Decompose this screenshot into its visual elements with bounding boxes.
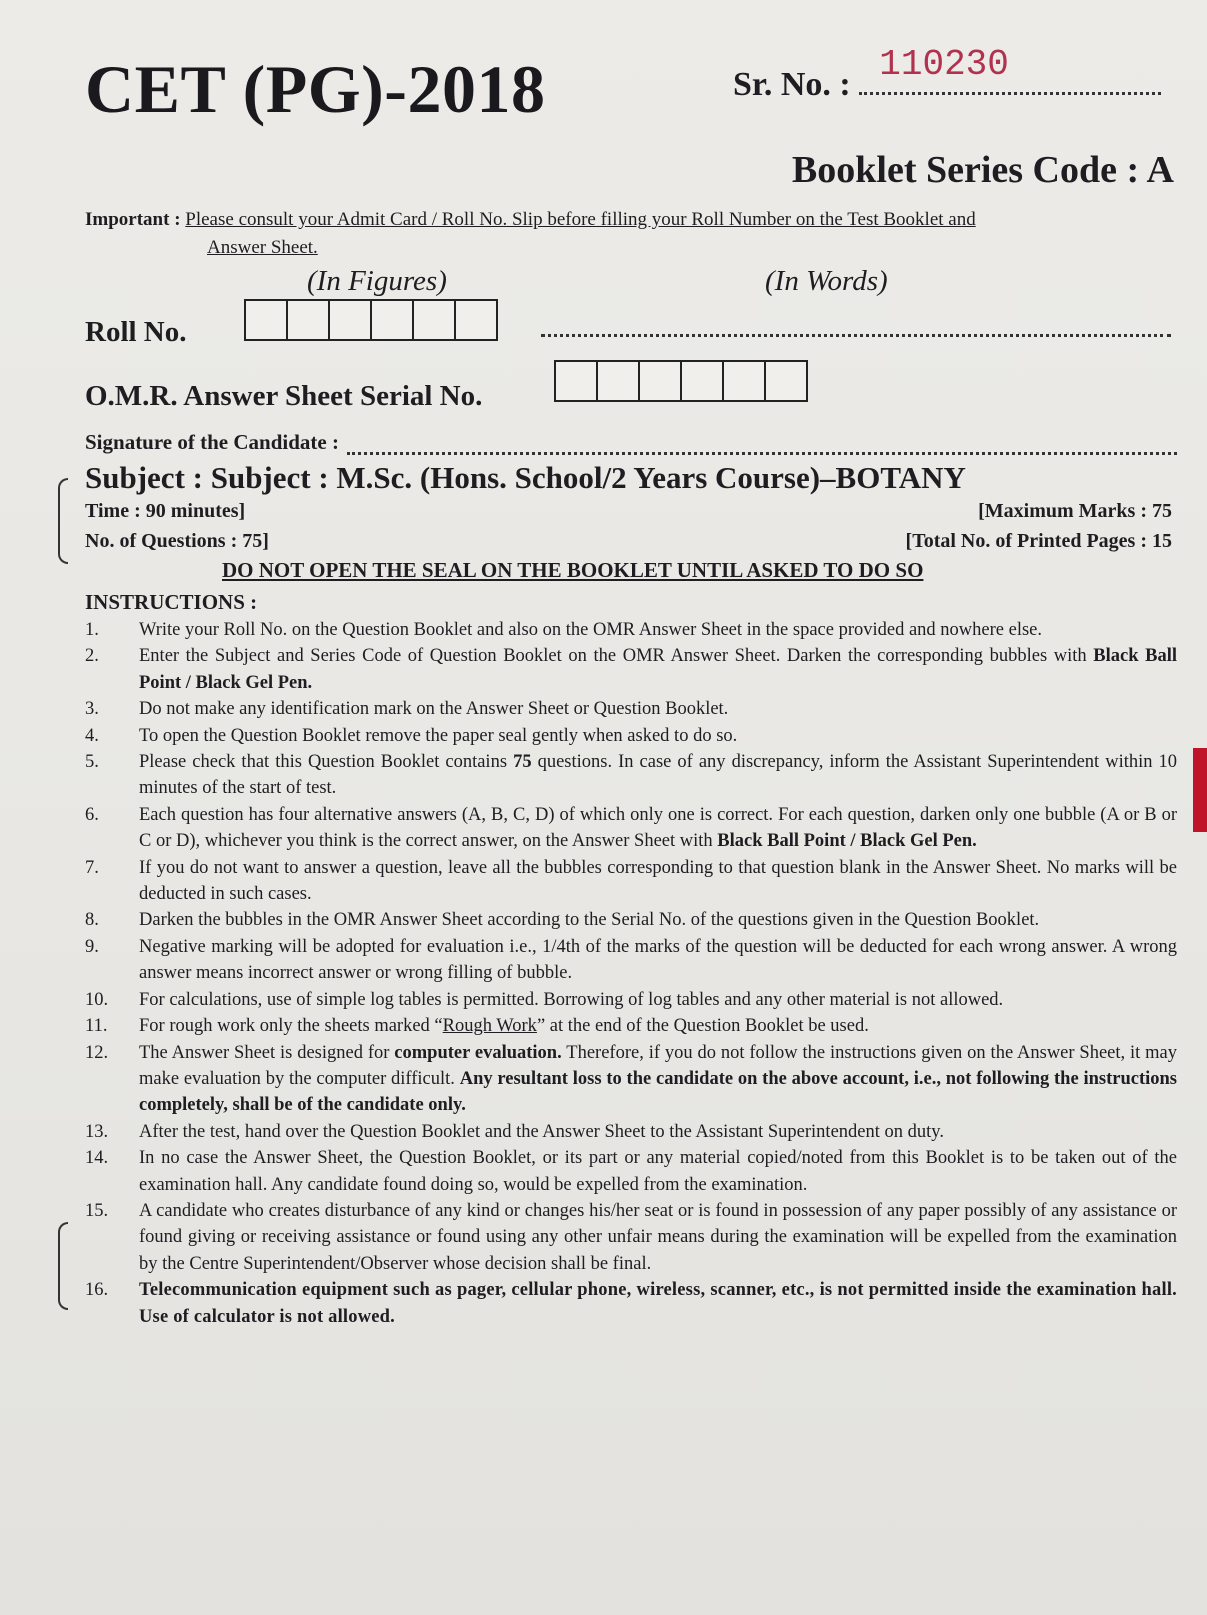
instruction-item	[85, 1040, 1177, 1119]
serial-number-value: 110230	[879, 44, 1009, 85]
pen-bracket-mark	[58, 478, 68, 564]
instruction-number: 8.	[85, 910, 99, 931]
instruction-item	[85, 617, 1177, 643]
time-limit: Time : 90 minutes]	[85, 500, 246, 522]
instruction-number: 4.	[85, 725, 99, 746]
instruction-item	[85, 802, 1177, 855]
omr-digit-box[interactable]	[766, 362, 806, 400]
exam-title: CET (PG)-2018	[85, 51, 546, 127]
omr-digit-box[interactable]	[556, 362, 598, 400]
instruction-item	[85, 1198, 1177, 1277]
instruction-number: 13.	[85, 1121, 109, 1142]
instruction-bold-text: Black Ball Point / Black Gel Pen.	[717, 831, 977, 852]
signature-row	[85, 430, 1177, 455]
instruction-bold-text: Black Ball Point / Black Gel Pen.	[139, 646, 1178, 693]
omr-digit-box[interactable]	[598, 362, 640, 400]
instruction-item	[85, 987, 1177, 1013]
total-printed-pages: [Total No. of Printed Pages : 15	[905, 530, 1172, 552]
important-text-line1: Please consult your Admit Card / Roll No. Slip before filling your Roll Number on the Test Booklet and	[185, 209, 976, 230]
instruction-item	[85, 749, 1177, 802]
in-figures-label: (In Figures)	[307, 265, 447, 297]
maximum-marks: [Maximum Marks : 75	[978, 500, 1172, 522]
omr-digit-box[interactable]	[682, 362, 724, 400]
instruction-number: 16.	[85, 1280, 109, 1301]
instruction-bold-text: computer evaluation.	[394, 1042, 562, 1063]
roll-digit-box[interactable]	[246, 301, 288, 339]
instruction-number: 11.	[85, 1016, 108, 1037]
instruction-bold-text: 75	[513, 752, 532, 773]
roll-digit-box[interactable]	[330, 301, 372, 339]
serial-number-label: Sr. No. :	[733, 66, 851, 103]
instruction-text: Therefore, if you do not follow the instructions given on the Answer Sheet, it may make evaluation by the computer difficult.	[139, 1042, 1178, 1089]
instruction-text: For calculations, use of simple log tables is permitted. Borrowing of log tables and any other material is not allowed.	[139, 989, 1004, 1010]
signature-line[interactable]	[347, 436, 1177, 455]
instruction-text: questions. In case of any discrepancy, inform the Assistant Superintendent within 10 minutes of the start of test.	[139, 752, 1178, 799]
instruction-text: Telecommunication equipment such as pager, cellular phone, wireless, scanner, etc., is not permitted inside the examination hall. Use of calculator is not allowed.	[139, 1280, 1177, 1327]
instruction-text: Darken the bubbles in the OMR Answer Sheet according to the Serial No. of the questions given in the Question Booklet.	[139, 910, 1040, 931]
instruction-number: 15.	[85, 1200, 109, 1221]
instruction-text: Each question has four alternative answers (A, B, C, D) of which only one is correct. For each question, darken only one bubble (A or B or C or D), whichever you think is the correct answer, on the Answer Sheet with	[139, 804, 1177, 852]
instruction-number: 10.	[85, 989, 109, 1010]
instruction-text: Please check that this Question Booklet contains	[139, 752, 508, 773]
omr-digit-box[interactable]	[640, 362, 682, 400]
instruction-bold-text: Any resultant loss to the candidate on the above account, i.e., not following the instructions completely, shall be of the candidate only.	[139, 1068, 1178, 1116]
instruction-item	[85, 643, 1177, 696]
instruction-text: Write your Roll No. on the Question Booklet and also on the OMR Answer Sheet in the space provided and nowhere else.	[139, 620, 1043, 640]
instruction-text: Negative marking will be adopted for evaluation i.e., 1/4th of the marks of the question will be deducted for each wrong answer. A wrong answer means incorrect answer or wrong filling of bubble.	[139, 936, 1177, 984]
instructions-list	[85, 617, 1177, 1330]
instruction-number: 14.	[85, 1148, 109, 1169]
important-label: Important :	[85, 209, 181, 230]
instruction-number: 6.	[85, 804, 99, 825]
instruction-text: Enter the Subject and Series Code of Question Booklet on the OMR Answer Sheet. Darken the corresponding bubbles with	[139, 646, 1087, 667]
roll-digit-box[interactable]	[372, 301, 414, 339]
instruction-item	[85, 855, 1177, 908]
instruction-number: 9.	[85, 936, 99, 957]
roll-no-label: Roll No.	[85, 316, 187, 348]
pen-bracket-mark	[58, 1222, 68, 1310]
instruction-text: Do not make any identification mark on the Answer Sheet or Question Booklet.	[139, 699, 729, 720]
instruction-item	[85, 723, 1177, 749]
instruction-text: After the test, hand over the Question Booklet and the Answer Sheet to the Assistant Superintendent on duty.	[139, 1121, 944, 1142]
instruction-text: To open the Question Booklet remove the paper seal gently when asked to do so.	[139, 725, 738, 746]
instruction-text: In no case the Answer Sheet, the Question Booklet, or its part or any material copied/noted from this Booklet is to be taken out of the examination hall. Any candidate found doing so, would be expelled from the examination.	[139, 1148, 1177, 1195]
in-words-label: (In Words)	[765, 265, 888, 297]
roll-digit-box[interactable]	[414, 301, 456, 339]
roll-digit-box[interactable]	[288, 301, 330, 339]
instruction-item	[85, 1277, 1177, 1330]
instruction-number: 1.	[85, 620, 99, 640]
instruction-number: 3.	[85, 699, 99, 720]
number-of-questions: No. of Questions : 75]	[85, 530, 269, 552]
instruction-number: 12.	[85, 1042, 109, 1063]
instruction-item	[85, 1013, 1177, 1039]
important-note	[85, 206, 1177, 262]
instruction-item	[85, 907, 1177, 933]
instructions-heading: INSTRUCTIONS :	[85, 590, 258, 614]
instruction-underlined-text: Rough Work	[442, 1016, 537, 1037]
instruction-text: The Answer Sheet is designed for	[139, 1042, 390, 1063]
booklet-series-code: Booklet Series Code : A	[791, 149, 1174, 191]
omr-digit-box[interactable]	[724, 362, 766, 400]
roll-no-figures-boxes[interactable]	[244, 299, 498, 341]
important-text-line2: Answer Sheet.	[207, 237, 318, 258]
omr-serial-label: O.M.R. Answer Sheet Serial No.	[85, 380, 483, 412]
instruction-number: 7.	[85, 857, 99, 878]
roll-no-words-line[interactable]	[541, 334, 1171, 337]
instruction-text: For rough work only the sheets marked “	[139, 1016, 443, 1037]
instruction-item	[85, 934, 1177, 987]
serial-number-line	[859, 44, 1161, 95]
omr-serial-boxes[interactable]	[554, 360, 808, 402]
red-edge-tab	[1193, 748, 1207, 832]
instruction-number: 2.	[85, 646, 99, 667]
seal-notice: DO NOT OPEN THE SEAL ON THE BOOKLET UNTIL ASKED TO DO SO	[222, 558, 924, 582]
signature-label: Signature of the Candidate :	[85, 430, 339, 454]
instruction-text: A candidate who creates disturbance of any kind or changes his/her seat or is found in possession of any paper possibly of any assistance or found giving or receiving assistance or found using any other unfair means during the examination will be expelled from the examination by the Centre Superintendent/Observer whose decision shall be final.	[139, 1200, 1177, 1274]
serial-number	[733, 44, 1161, 104]
instruction-text: If you do not want to answer a question, leave all the bubbles corresponding to that question blank in the Answer Sheet. No marks will be deducted in such cases.	[139, 857, 1177, 905]
instruction-item	[85, 696, 1177, 722]
instruction-number: 5.	[85, 752, 99, 773]
instruction-item	[85, 1119, 1177, 1145]
instruction-item	[85, 1145, 1177, 1198]
subject-line: Subject : Subject : M.Sc. (Hons. School/2 Years Course)–BOTANY	[85, 460, 966, 495]
roll-digit-box[interactable]	[456, 301, 496, 339]
instruction-text: ” at the end of the Question Booklet be used.	[536, 1016, 869, 1037]
